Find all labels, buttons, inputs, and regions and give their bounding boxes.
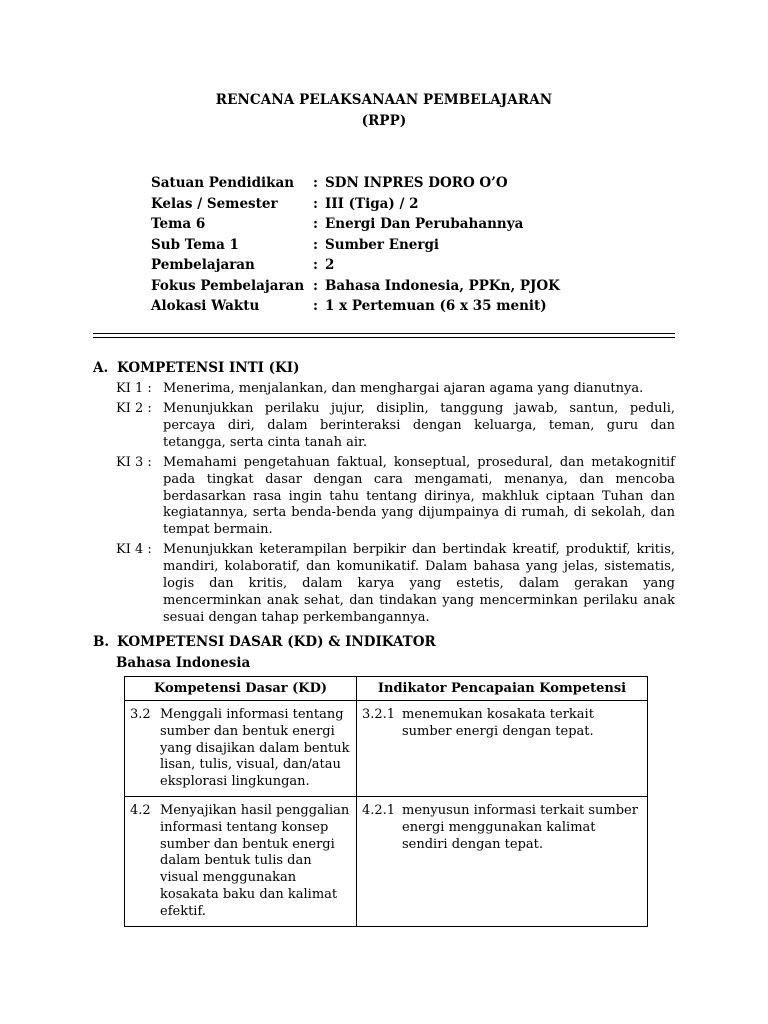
ki-item [116, 455, 675, 539]
indicator-text: menemukan kosakata terkait sumber energi dengan tepat. [402, 707, 594, 739]
ki-code: KI 4 : [116, 542, 152, 558]
identity-colon: : [313, 216, 318, 232]
divider-line [93, 333, 675, 334]
kd-number: 4.2 [130, 802, 151, 818]
identity-label: Tema 6 [151, 216, 206, 232]
table-header-kd: Kompetensi Dasar (KD) [125, 677, 357, 701]
identity-value: Bahasa Indonesia, PPKn, PJOK [325, 277, 560, 294]
indicator-cell [357, 796, 648, 926]
kd-text: Menyajikan hasil penggalian informasi tentang konsep sumber dan bentuk energi dalam bentuk tulis dan visual menggunakan kosakata baku dan kalimat efektif. [160, 802, 350, 919]
table-row [125, 796, 648, 926]
identity-colon: : [313, 298, 318, 314]
indicator-cell [357, 701, 648, 797]
table-row [125, 701, 648, 797]
ki-item [116, 401, 675, 451]
indicator-number: 3.2.1 [362, 707, 396, 722]
section-a-letter: A. [93, 360, 109, 376]
document-subtitle: (RPP) [361, 113, 407, 129]
ki-code: KI 2 : [116, 401, 152, 417]
ki-item [116, 381, 675, 398]
ki-item [116, 542, 675, 626]
section-a-title: KOMPETENSI INTI (KI) [117, 360, 300, 376]
identity-row [151, 214, 560, 235]
identity-row [151, 296, 560, 317]
divider-line [93, 337, 675, 338]
identity-row [151, 173, 560, 194]
identity-label: Alokasi Waktu [151, 298, 260, 314]
document-title: RENCANA PELAKSANAAN PEMBELAJARAN [215, 92, 553, 108]
ki-code: KI 3 : [116, 454, 152, 470]
table-header-indicator: Indikator Pencapaian Kompetensi [357, 677, 648, 701]
identity-value: SDN INPRES DORO O’O [325, 175, 508, 191]
identity-value: III (Tiga) / 2 [325, 195, 419, 212]
section-a-heading [93, 360, 300, 376]
identity-row [151, 276, 560, 297]
identity-colon: : [313, 257, 318, 273]
ki-text: Menerima, menjalankan, dan menghargai ajaran agama yang dianutnya. [163, 381, 644, 396]
identity-value: 1 x Pertemuan (6 x 35 menit) [325, 298, 547, 314]
indicator-number: 4.2.1 [362, 802, 396, 818]
identity-label: Pembelajaran [151, 257, 255, 273]
subject-heading: Bahasa Indonesia [116, 655, 251, 671]
identity-label: Sub Tema 1 [151, 236, 239, 253]
identity-colon: : [313, 175, 318, 191]
kd-text: Menggali informasi tentang sumber dan bentuk energi yang disajikan dalam bentuk lisan, tulis, visual, dan/atau eksplorasi lingkungan. [160, 707, 350, 790]
indicator-text: menyusun informasi terkait sumber energi menggunakan kalimat sendiri dengan tepat. [402, 802, 638, 852]
identity-colon: : [313, 277, 318, 294]
identity-value: Sumber Energi [325, 236, 440, 253]
ki-text: Menunjukkan perilaku jujur, disiplin, tanggung jawab, santun, peduli, percaya diri, dalam berinteraksi dengan keluarga, teman, guru dan tetangga, serta cinta tanah air. [163, 401, 675, 450]
identity-value: Energi Dan Perubahannya [325, 216, 524, 232]
section-b-letter: B. [93, 634, 110, 650]
identity-colon: : [313, 236, 318, 253]
identity-row [151, 235, 560, 256]
identity-row [151, 255, 560, 276]
identity-label: Fokus Pembelajaran [151, 277, 305, 294]
identity-label: Satuan Pendidikan [151, 175, 295, 191]
ki-list [116, 381, 675, 626]
kd-cell [125, 701, 357, 797]
identity-label: Kelas / Semester [151, 195, 278, 212]
kd-cell [125, 796, 357, 926]
section-b-heading [93, 634, 436, 650]
identity-row [151, 194, 560, 215]
kd-number: 3.2 [130, 707, 151, 722]
ki-text: Menunjukkan keterampilan berpikir dan bertindak kreatif, produktif, kritis, mandiri, kolaboratif, dan komunikatif. Dalam bahasa yang jelas, sistematis, logis dan kritis, dalam karya yang estetis, dalam gerakan yang mencerminkan anak sehat, dan tindakan yang mencerminkan perilaku anak sesuai dengan tahap perkembangannya. [163, 542, 675, 625]
identity-block [151, 173, 560, 317]
ki-text: Memahami pengetahuan faktual, konseptual, prosedural, dan metakognitif pada tingkat dasar dengan cara mengamati, menanya, dan mencoba berdasarkan rasa ingin tahu tentang dirinya, makhluk ciptaan Tuhan dan kegiatannya, serta benda-benda yang dijumpainya di rumah, di sekolah, dan tempat bermain. [163, 454, 675, 538]
identity-colon: : [313, 195, 318, 212]
ki-code: KI 1 : [116, 381, 152, 396]
section-b-title: KOMPETENSI DASAR (KD) & INDIKATOR [117, 634, 436, 650]
table-header-row [125, 677, 648, 701]
kd-indicator-table [124, 676, 648, 927]
identity-value: 2 [325, 257, 335, 273]
